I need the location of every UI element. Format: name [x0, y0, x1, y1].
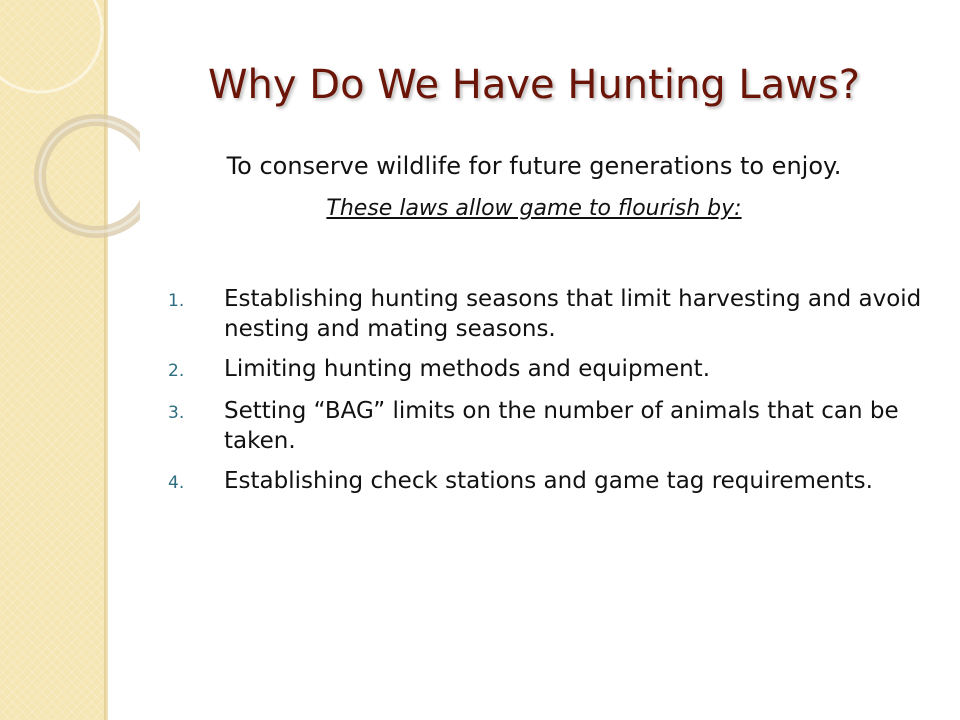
list-item-number: 4. [168, 473, 185, 493]
decorative-rings-icon [0, 0, 140, 260]
list-item-number: 3. [168, 403, 185, 423]
list-item [168, 396, 938, 456]
list-item [168, 354, 938, 386]
list-item-text: Establishing hunting seasons that limit harvesting and avoid nesting and mating seasons. [224, 286, 922, 342]
slide-subtitle: To conserve wildlife for future generations to enjoy. [226, 152, 842, 180]
list-item [168, 466, 938, 498]
list-item-text: Establishing check stations and game tag requirements. [224, 468, 873, 494]
list-item-number: 1. [168, 291, 185, 311]
list-item [168, 284, 938, 344]
list-item-text: Setting “BAG” limits on the number of animals that can be taken. [224, 398, 899, 454]
reasons-list [168, 284, 938, 508]
list-lead-in: These laws allow game to flourish by: [326, 196, 742, 221]
slide-title: Why Do We Have Hunting Laws? [207, 62, 860, 108]
list-item-text: Limiting hunting methods and equipment. [224, 356, 710, 382]
list-item-number: 2. [168, 361, 185, 381]
